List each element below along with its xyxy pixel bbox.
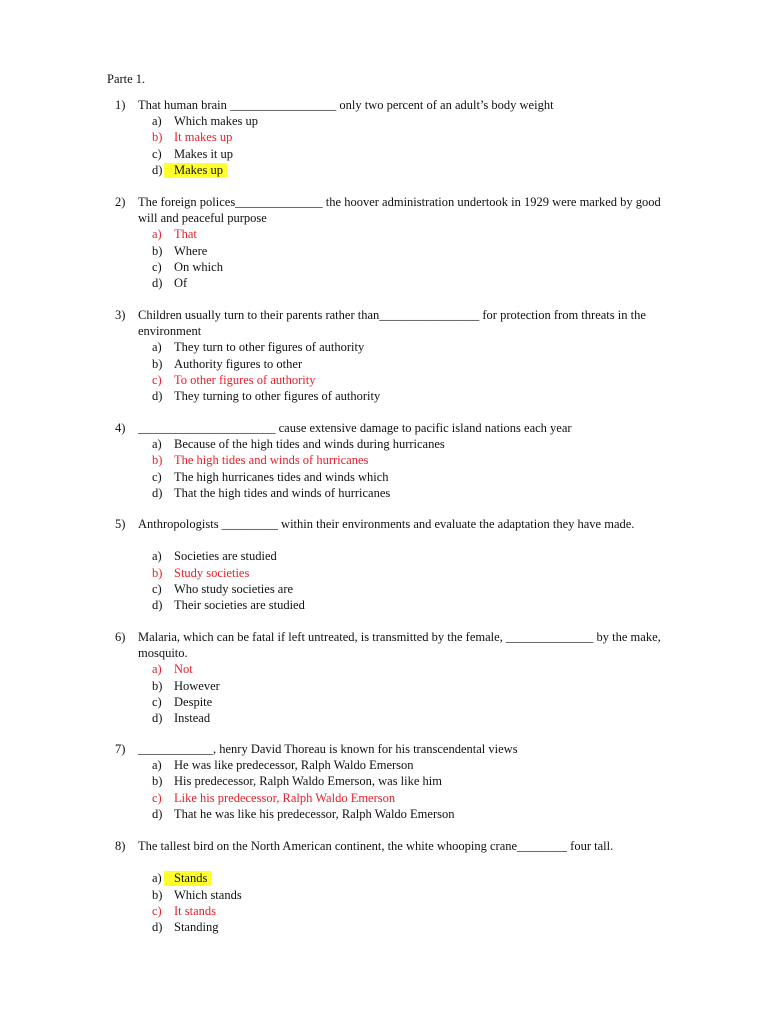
- option-letter: d): [152, 919, 163, 934]
- option-text: Authority figures to other: [174, 356, 303, 371]
- option-letter: a): [152, 871, 162, 886]
- question-text: The foreign polices______________ the hoover administration undertook in 1929 were marked by good will and peaceful purpose: [138, 195, 661, 226]
- option-text: That he was like his predecessor, Ralph Waldo Emerson: [174, 806, 455, 821]
- option-text: It stands: [174, 903, 217, 918]
- option-letter: d): [152, 597, 163, 612]
- option-text: They turn to other figures of authority: [174, 340, 365, 355]
- question-number: 7): [115, 742, 126, 756]
- option-text: Their societies are studied: [174, 597, 305, 612]
- option-letter: d): [152, 806, 163, 821]
- question-number: 3): [115, 308, 126, 322]
- option-letter: d): [152, 710, 163, 725]
- option-text: Where: [174, 243, 208, 258]
- option-text: To other figures of authority: [174, 372, 316, 387]
- option-letter: d): [152, 275, 163, 290]
- option-letter: c): [152, 581, 162, 596]
- option-letter: b): [152, 130, 163, 145]
- option-text: His predecessor, Ralph Waldo Emerson, was like him: [174, 774, 442, 789]
- option-letter: a): [152, 758, 162, 773]
- option-letter: c): [152, 694, 162, 709]
- question-number: 4): [115, 421, 126, 435]
- option-letter: d): [152, 485, 163, 500]
- question-number: 5): [115, 517, 126, 531]
- option-letter: b): [152, 243, 163, 258]
- option-letter: a): [152, 340, 162, 355]
- section-heading: Parte 1.: [107, 72, 146, 86]
- option-text: Stands: [174, 871, 208, 886]
- option-letter: a): [152, 114, 162, 129]
- option-letter: b): [152, 774, 163, 789]
- option-text: Makes it up: [174, 146, 234, 161]
- option-text: That the high tides and winds of hurricanes: [174, 485, 391, 500]
- option-letter: b): [152, 678, 163, 693]
- option-letter: c): [152, 790, 162, 805]
- question-number: 2): [115, 195, 126, 209]
- option-letter: a): [152, 662, 162, 677]
- question-text: ______________________ cause extensive damage to pacific island nations each year: [138, 421, 572, 435]
- option-text: Of: [174, 275, 188, 290]
- option-letter: a): [152, 227, 162, 242]
- option-text: The high hurricanes tides and winds which: [174, 469, 389, 484]
- option-text: Which makes up: [174, 114, 259, 129]
- option-letter: b): [152, 565, 163, 580]
- option-text: The high tides and winds of hurricanes: [174, 453, 369, 468]
- option-text: Not: [174, 662, 193, 677]
- option-text: Makes up: [174, 162, 223, 177]
- question-text: Anthropologists _________ within their environments and evaluate the adaptation they have made.: [138, 517, 635, 531]
- option-text: Societies are studied: [174, 549, 277, 564]
- question-number: 8): [115, 839, 126, 853]
- question-number: 6): [115, 630, 126, 644]
- option-letter: c): [152, 259, 162, 274]
- option-text: Like his predecessor, Ralph Waldo Emerson: [174, 790, 396, 805]
- option-letter: b): [152, 453, 163, 468]
- option-text: Which stands: [174, 887, 242, 902]
- option-text: Study societies: [174, 565, 250, 580]
- question-number: 1): [115, 98, 126, 112]
- option-letter: d): [152, 162, 163, 177]
- question-text: That human brain _________________ only two percent of an adult’s body weight: [138, 98, 554, 112]
- question-text: ____________, henry David Thoreau is known for his transcendental views: [138, 742, 518, 756]
- option-letter: c): [152, 372, 162, 387]
- option-text: Because of the high tides and winds during hurricanes: [174, 437, 445, 452]
- option-text: Who study societies are: [174, 581, 294, 596]
- option-text: That: [174, 227, 197, 242]
- option-text: It makes up: [174, 130, 233, 145]
- option-letter: c): [152, 469, 162, 484]
- option-letter: b): [152, 356, 163, 371]
- question-text: The tallest bird on the North American continent, the white whooping crane________ four tall.: [138, 839, 614, 853]
- option-text: However: [174, 678, 220, 693]
- option-letter: a): [152, 437, 162, 452]
- option-letter: b): [152, 887, 163, 902]
- question-text: Children usually turn to their parents rather than________________ for protection from threats in the environment: [138, 308, 646, 339]
- option-text: Despite: [174, 694, 213, 709]
- option-text: He was like predecessor, Ralph Waldo Emerson: [174, 758, 414, 773]
- option-text: They turning to other figures of authority: [174, 388, 381, 403]
- option-text: Standing: [174, 919, 219, 934]
- option-letter: c): [152, 903, 162, 918]
- option-text: Instead: [174, 710, 211, 725]
- option-letter: c): [152, 146, 162, 161]
- question-text: Malaria, which can be fatal if left untreated, is transmitted by the female, ______________ by the make, mosquito.: [138, 630, 661, 661]
- option-letter: a): [152, 549, 162, 564]
- option-text: On which: [174, 259, 223, 274]
- option-letter: d): [152, 388, 163, 403]
